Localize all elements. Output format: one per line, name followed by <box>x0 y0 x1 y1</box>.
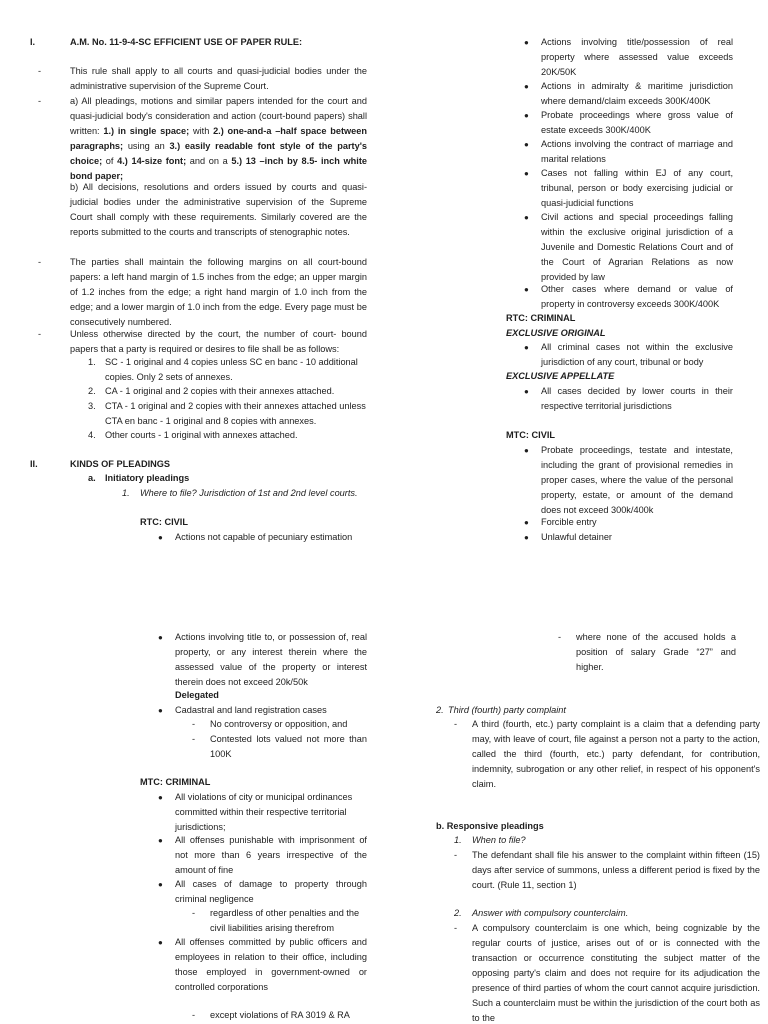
top-right-column <box>384 0 768 560</box>
cadastral-bullet: Cadastral and land registration cases <box>175 705 327 715</box>
dash-marker: - <box>192 1010 196 1020</box>
bullet-icon: ● <box>158 533 163 542</box>
bottom-left-column <box>0 560 384 1024</box>
dash-marker: - <box>558 632 562 642</box>
subsection-a-label: a. <box>88 473 96 483</box>
bullet-icon: ● <box>524 285 529 294</box>
section-1-title: A.M. No. 11-9-4-SC EFFICIENT USE OF PAPER RULE: <box>70 37 303 47</box>
list-item-cta: CTA - 1 original and 2 copies with their annexes attached unless CTA en banc - 1 original and 8 copies with annexes. <box>105 401 366 426</box>
list-number: 2. <box>88 386 96 396</box>
dash-marker: - <box>38 66 42 76</box>
bullet-icon: ● <box>524 343 529 352</box>
top-left-column <box>0 0 384 560</box>
dash-marker: - <box>454 719 458 729</box>
exclusive-original-heading: EXCLUSIVE ORIGINAL <box>506 328 606 338</box>
list-item-other: Other courts - 1 original with annexes attached. <box>105 430 298 440</box>
bullet-icon: ● <box>158 706 163 715</box>
rtc-civil-heading: RTC: CIVIL <box>140 517 188 527</box>
rtc-civil-bullet: Probate proceedings where gross value of estate exceeds 300K/400K <box>541 110 733 135</box>
bullet-icon: ● <box>158 793 163 802</box>
responsive-q1-number: 1. <box>454 835 462 845</box>
dash-marker: - <box>454 850 458 860</box>
cadastral-dash-2: Contested lots valued not more than 100K <box>210 734 367 759</box>
responsive-q1-title: When to file? <box>472 835 526 845</box>
third-party-complaint-text: A third (fourth, etc.) party complaint is a claim that a defending party may, with leave of court, file against a person not a party to the action, called the third (fourth, etc.) party defendant, for contribution, indemnity, subrogation or any other relief, in respect of his opponent's claim. <box>472 719 760 789</box>
list-number: 4. <box>88 430 96 440</box>
bullet-icon: ● <box>524 387 529 396</box>
counterclaim-text: A compulsory counterclaim is one which, being cognizable by the regular courts of justice, arises out of or is connected with the transaction or occurrence constituting the subject matter of the opposing party's claim and does not require for its adjudication the presence of third parties of whom the court cannot acquire jurisdiction. Such a counterclaim must be within the jurisdiction of the court both as to the <box>472 923 760 1023</box>
when-to-file-text: The defendant shall file his answer to the complaint within fifteen (15) days after service of summons, unless a different period is fixed by the court. (Rule 11, section 1) <box>472 850 760 890</box>
bullet-icon: ● <box>524 169 529 178</box>
exclusive-appellate-bullet: All cases decided by lower courts in their respective territorial jurisdictions <box>541 386 733 411</box>
section-2-title: KINDS OF PLEADINGS <box>70 459 171 469</box>
rtc-civil-bullet: Actions involving title/possession of real property where assessed value exceeds 20K/50K <box>541 37 733 77</box>
paragraph-decisions: b) All decisions, resolutions and orders issued by courts and quasi-judicial bodies under the administrative supervision of the Supreme Court shall comply with these requirements. Similarly covered are the reports submitted to the courts and transcripts of stenographic notes. <box>70 182 367 237</box>
mtc-criminal-bullet-4: All offenses committed by public officers and employees in relation to their office, including those employed in government-owned or controlled corporations <box>175 937 367 992</box>
mtc-civil-bullet: Probate proceedings, testate and intestate, including the grant of provisional remedies in proper cases, where the value of the personal property, estate, or amount of the demand does not exceed 300k/400k <box>541 445 733 515</box>
paragraph-margins: The parties shall maintain the following margins on all court-bound papers: a left hand margin of 1.5 inches from the edge; an upper margin of 1.2 inches from the edge; a right hand margin of 1.0 inch from the edge; and a lower margin of 1.0 inch from the edge. Every page must be consecutively numbered. <box>70 257 367 327</box>
mtc-criminal-dash-1: regardless of other penalties and the civil liabilities arising therefrom <box>210 908 360 933</box>
rtc-civil-bullet-1: Actions not capable of pecuniary estimation <box>175 532 353 542</box>
list-item-sc: SC - 1 original and 4 copies unless SC en banc - 10 additional copies. Only 2 sets of annexes. <box>105 357 358 382</box>
paragraph-scope: This rule shall apply to all courts and quasi-judicial bodies under the administrative supervision of the Supreme Court. <box>70 66 367 91</box>
bullet-icon: ● <box>158 880 163 889</box>
exclusive-appellate-heading: EXCLUSIVE APPELLATE <box>506 371 615 381</box>
dash-marker: - <box>192 719 196 729</box>
responsive-q2-number: 2. <box>454 908 462 918</box>
rtc-criminal-heading: RTC: CRIMINAL <box>506 313 576 323</box>
section-2-number: II. <box>30 459 38 469</box>
delegated-heading: Delegated <box>175 690 219 700</box>
mtc-civil-heading: MTC: CIVIL <box>506 430 555 440</box>
rtc-civil-bullet: Other cases where demand or value of property in controversy exceeds 300K/400K <box>541 284 733 309</box>
mtc-criminal-bullet-1: All violations of city or municipal ordinances committed within their respective territorial jurisdictions; <box>175 792 353 832</box>
bullet-icon: ● <box>158 633 163 642</box>
mtc-criminal-heading: MTC: CRIMINAL <box>140 777 211 787</box>
bullet-icon: ● <box>524 140 529 149</box>
bullet-icon: ● <box>524 213 529 222</box>
list-number: 1. <box>88 357 96 367</box>
dash-marker: - <box>192 908 196 918</box>
question-1-text: Where to file? Jurisdiction of 1st and 2nd level courts. <box>140 488 358 498</box>
bullet-icon: ● <box>524 533 529 542</box>
mtc-civil-title-bullet: Actions involving title to, or possession of, real property, or any interest therein where the assessed value of the property or interest therein does not exceed 20k/50k <box>175 632 367 687</box>
rtc-civil-bullet: Actions involving the contract of marriage and marital relations <box>541 139 733 164</box>
bullet-icon: ● <box>158 836 163 845</box>
list-number: 3. <box>88 401 96 411</box>
paragraph-format-rules: a) All pleadings, motions and similar papers intended for the court and quasi-judicial body's consideration and action (court-bound papers) shall written: 1.) in single space; with 2.) one-and-a –half space between paragraphs; using an 3.) easily readable font style of the party's choice; of 4.) 14-size font; and on a 5.) 13 –inch by 8.5- inch white bond paper; <box>70 96 367 181</box>
rtc-civil-bullet: Cases not falling within EJ of any court, tribunal, person or body exercising judicial or quasi-judicial functions <box>541 168 733 208</box>
salary-grade-dash: where none of the accused holds a position of salary Grade “27” and higher. <box>576 632 736 672</box>
mtc-civil-bullet: Unlawful detainer <box>541 532 612 542</box>
question-1-number: 1. <box>122 488 130 498</box>
bullet-icon: ● <box>524 518 529 527</box>
question-2-title: Third (fourth) party complaint <box>448 705 566 715</box>
list-item-ca: CA - 1 original and 2 copies with their annexes attached. <box>105 386 335 396</box>
bullet-icon: ● <box>524 38 529 47</box>
question-2-number: 2. <box>436 705 444 715</box>
bullet-icon: ● <box>524 446 529 455</box>
bullet-icon: ● <box>524 82 529 91</box>
rtc-civil-bullet: Civil actions and special proceedings falling within the exclusive original jurisdiction of a Juvenile and Domestic Relations Court and of the Court of Agrarian Relations as now provided by law <box>541 212 733 282</box>
mtc-criminal-dash-2: except violations of RA 3019 & RA <box>210 1010 350 1020</box>
dash-marker: - <box>38 257 42 267</box>
dash-marker: - <box>454 923 458 933</box>
dash-marker: - <box>38 329 42 339</box>
bullet-icon: ● <box>158 938 163 947</box>
paragraph-copies: Unless otherwise directed by the court, the number of court- bound papers that a party is required or desires to file shall be as follows: <box>70 329 367 354</box>
subsection-a-title: Initiatory pleadings <box>105 473 190 483</box>
cadastral-dash-1: No controversy or opposition, and <box>210 719 348 729</box>
dash-marker: - <box>38 96 42 106</box>
responsive-pleadings-heading: b. Responsive pleadings <box>436 821 544 831</box>
mtc-civil-bullet: Forcible entry <box>541 517 597 527</box>
bottom-right-column <box>384 560 768 1024</box>
section-1-number: I. <box>30 37 36 47</box>
responsive-q2-title: Answer with compulsory counterclaim. <box>472 908 629 918</box>
dash-marker: - <box>192 734 196 744</box>
bullet-icon: ● <box>524 111 529 120</box>
rtc-civil-bullet: Actions in admiralty & maritime jurisdiction where demand/claim exceeds 300K/400K <box>541 81 733 106</box>
exclusive-original-bullet: All criminal cases not within the exclusive jurisdiction of any court, tribunal or body <box>541 342 733 367</box>
mtc-criminal-bullet-3: All cases of damage to property through criminal negligence <box>175 879 367 904</box>
mtc-criminal-bullet-2: All offenses punishable with imprisonment of not more than 6 years irrespective of the amount of fine <box>175 835 367 875</box>
